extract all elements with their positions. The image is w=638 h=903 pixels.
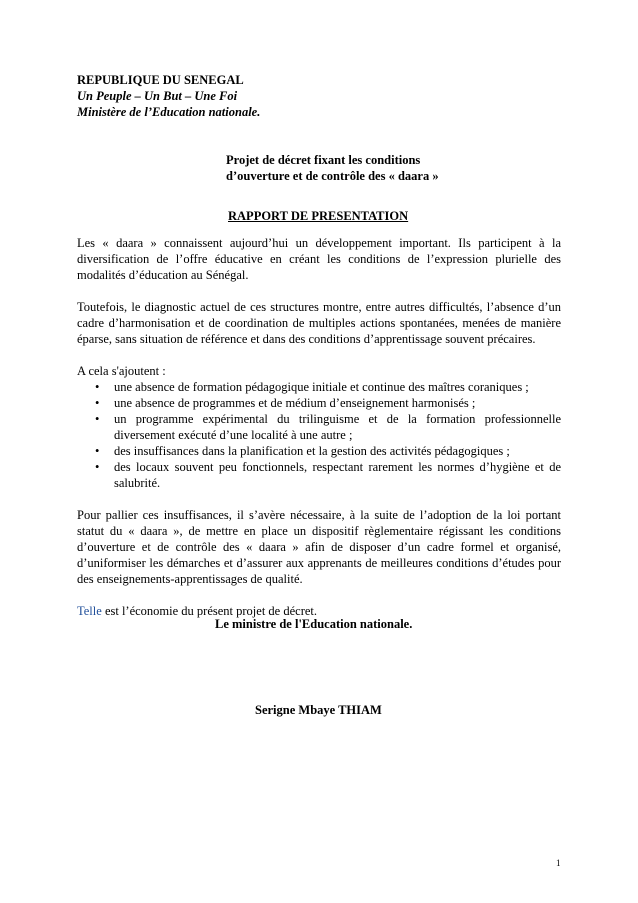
national-motto: Un Peuple – Un But – Une Foi: [77, 89, 238, 103]
list-item: [77, 443, 561, 459]
list-item-text: un programme expérimental du trilinguisme et de la formation professionnelle diversement exécuté d’une localité à une autre ;: [114, 412, 561, 442]
list-item-text: une absence de programmes et de médium d’enseignement harmonisés ;: [114, 396, 476, 410]
decree-title-line-2: d’ouverture et de contrôle des « daara »: [226, 169, 439, 183]
ministry-name: Ministère de l’Education nationale.: [77, 105, 261, 119]
bullet-icon: •: [95, 380, 100, 394]
paragraph-solution: Pour pallier ces insuffisances, il s’avère nécessaire, à la suite de l’adoption de la loi portant statut du « daara », de mettre en place un dispositif règlementaire régissant les conditions d’ouverture et de contrôle des « daara » afin de disposer d’un cadre formel et organisé, d’uniformiser les démarches et d’assurer aux apprenants de meilleures conditions d’études pour des enseignements-apprentissages de qualité.: [77, 508, 561, 586]
country-name: REPUBLIQUE DU SENEGAL: [77, 73, 244, 87]
decree-title-line-1: Projet de décret fixant les conditions: [226, 153, 421, 167]
signatory-name: Serigne Mbaye THIAM: [255, 703, 382, 717]
list-item: [77, 395, 561, 411]
telle-link[interactable]: Telle: [77, 604, 102, 618]
bullet-icon: •: [95, 396, 100, 410]
conclusion-text: est l’économie du présent projet de décret.: [101, 604, 318, 618]
paragraph-list-intro: A cela s'ajoutent :: [77, 364, 166, 378]
minister-title: Le ministre de l'Education nationale.: [215, 617, 413, 631]
paragraph-intro: Les « daara » connaissent aujourd’hui un développement important. Ils participent à la diversification de l’offre éducative en créant les conditions de l’expression plurielle des modalités d’éducation au Sénégal.: [77, 236, 561, 282]
bullet-icon: •: [95, 444, 100, 458]
report-title: RAPPORT DE PRESENTATION: [228, 209, 409, 223]
bullet-icon: •: [95, 412, 100, 426]
list-item: [77, 379, 561, 395]
list-item-text: des locaux souvent peu fonctionnels, respectant rarement les normes d’hygiène et de salubrité.: [114, 460, 561, 490]
header-block: [77, 72, 260, 120]
list-item-text: une absence de formation pédagogique initiale et continue des maîtres coraniques ;: [114, 380, 529, 394]
page-number: 1: [556, 858, 561, 868]
bullet-icon: •: [95, 460, 100, 474]
paragraph-diagnostic: Toutefois, le diagnostic actuel de ces structures montre, entre autres difficultés, l’absence d’un cadre d’harmonisation et de coordination de multiples actions spontanées, menées de manière éparse, sans situation de référence et dans des conditions d’apprentissage souvent précaires.: [77, 300, 561, 346]
decree-title: [226, 152, 439, 184]
problem-list: [77, 379, 561, 491]
report-body: [77, 235, 561, 635]
list-item-text: des insuffisances dans la planification et la gestion des activités pédagogiques ;: [114, 444, 510, 458]
list-item: [77, 411, 561, 443]
list-item: [77, 459, 561, 491]
